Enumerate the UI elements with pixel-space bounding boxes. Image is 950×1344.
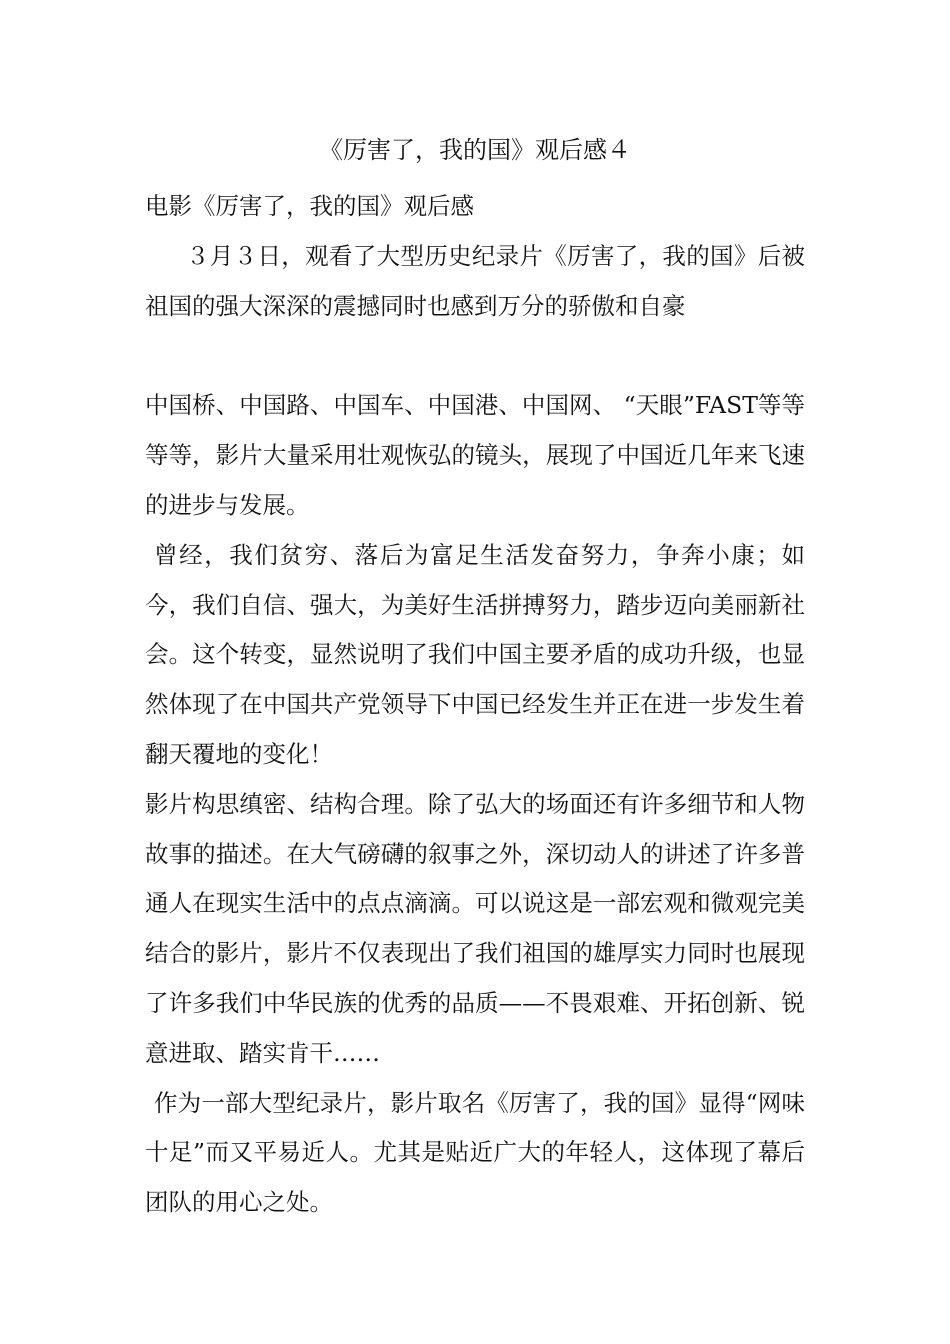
paragraph-2: 中国桥、中国路、中国车、中国港、中国网、 “天眼”FAST等等等等，影片大量采用壮观恢弘的镜头，展现了中国近几年来飞速的进步与发展。 (145, 391, 805, 519)
paragraph-5: 作为一部大型纪录片，影片取名《厉害了，我的国》显得“网味十足”而又平易近人。尤其是贴近广大的年轻人，这体现了幕后团队的用心之处。 (145, 1088, 805, 1217)
paragraph-3: 曾经，我们贫穷、落后为富足生活发奋努力，争奔小康；如今，我们自信、强大，为美好生活拼搏努力，踏步迈向美丽新社会。这个转变，显然说明了我们中国主要矛盾的成功升级，也显然体现了在中国共产党领导下中国已经发生并正在进一步发生着翻天覆地的变化！ (145, 540, 805, 768)
paragraph-1: ３月３日，观看了大型历史纪录片《厉害了，我的国》后被祖国的强大深深的震撼同时也感到万分的骄傲和自豪 (145, 241, 805, 320)
paragraph-4: 影片构思缜密、结构合理。除了弘大的场面还有许多细节和人物故事的描述。在大气磅礴的叙事之外，深切动人的讲述了许多普通人在现实生活中的点点滴滴。可以说这是一部宏观和微观完美结合的影片，影片不仅表现出了我们祖国的雄厚实力同时也展现了许多我们中华民族的优秀的品质——不畏艰难、开拓创新、锐意进取、踏实肯干…… (145, 789, 805, 1067)
document-subtitle: 电影《厉害了，我的国》观后感 (145, 192, 474, 220)
document-body (145, 182, 805, 1228)
document-title: 《厉害了，我的国》观后感４ (319, 136, 631, 164)
paragraph-gap (145, 331, 805, 381)
